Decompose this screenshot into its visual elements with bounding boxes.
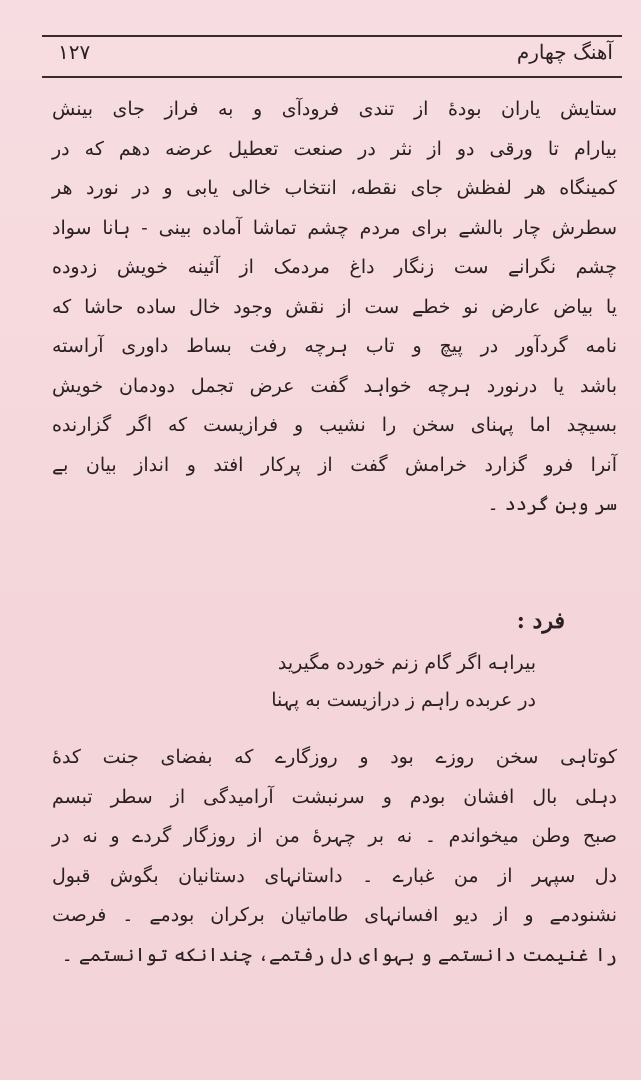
text-line: بیارام تا ورقی دو از نثر در صنعت تعطیل عرضه دهم که در bbox=[52, 137, 617, 160]
text-line: سر وبن گردد ۔ bbox=[487, 493, 617, 515]
text-line: دل سپہر از من غبارے ۔ داستانہای دستانیان بگوش قبول bbox=[52, 864, 617, 887]
text-line: یا بیاض عارض نو خطے ست از نقش وجود خال ساده حاشا که bbox=[52, 295, 617, 318]
text-line: کوتاہی سخن روزے بود و روزگارے که بفضای جنت کدهٔ bbox=[52, 746, 617, 768]
running-head: آهنگ چهارم bbox=[516, 40, 613, 64]
top-border-rule bbox=[42, 35, 622, 37]
text-line: سطرش چار بالشے برای مردم چشم تماشا آماده بینی - ہانا سواد bbox=[52, 216, 617, 239]
paragraph-2 bbox=[52, 738, 617, 975]
page-number: ۱۲۷ bbox=[58, 40, 91, 64]
header-rule bbox=[42, 76, 622, 78]
verse-heading: فرد : bbox=[516, 608, 565, 634]
text-line: نشنودمے و از دیو افسانہای طاماتیان برکران بودمے ۔ فرصت bbox=[52, 904, 617, 926]
text-line: دہلی بال افشان بودم و سرنبشت آرامیدگی از سطر تبسم bbox=[52, 785, 617, 808]
text-line: نامه گردآور در پیچ و تاب ہرچه رفت بساط داوری آراسته bbox=[52, 335, 617, 357]
text-line: باشد یا درنورد ہرچه خواہد گفت عرض تجمل دودمان خویش bbox=[52, 374, 617, 397]
text-line: ستایش یاران بودهٔ از تندی فرودآی و به فراز جای بینش bbox=[52, 98, 617, 120]
text-line: بسیچد اما پہنای سخن را نشیب و فرازیست که اگر گزارنده bbox=[52, 414, 617, 436]
text-line: کمینگاه هر لفظش جای نقطه، انتخاب خالی یابی و در نورد هر bbox=[52, 177, 617, 199]
paragraph-1 bbox=[52, 90, 617, 525]
verse-line-1: بیراہه اگر گام زنم خورده مگیرید bbox=[277, 652, 536, 674]
text-line: چشم نگرانے ست زنگار داغ مردمک از آئینه خویش زدوده bbox=[52, 256, 617, 278]
verse-line-2: در عربده راہم ز درازیست به پہنا bbox=[271, 689, 536, 711]
text-line: آنرا فرو گزارد خرامش گفت از پرکار افتد و انداز بیان بے bbox=[52, 453, 617, 476]
text-line: صبح وطن میخواندم ۔ نه بر چہرهٔ من از روزگار گردے و نه در bbox=[52, 825, 617, 847]
text-line: را غنیمت دانستمے و بہوای دل رفتمے، چندانکه توانستمے ۔ bbox=[61, 943, 617, 966]
